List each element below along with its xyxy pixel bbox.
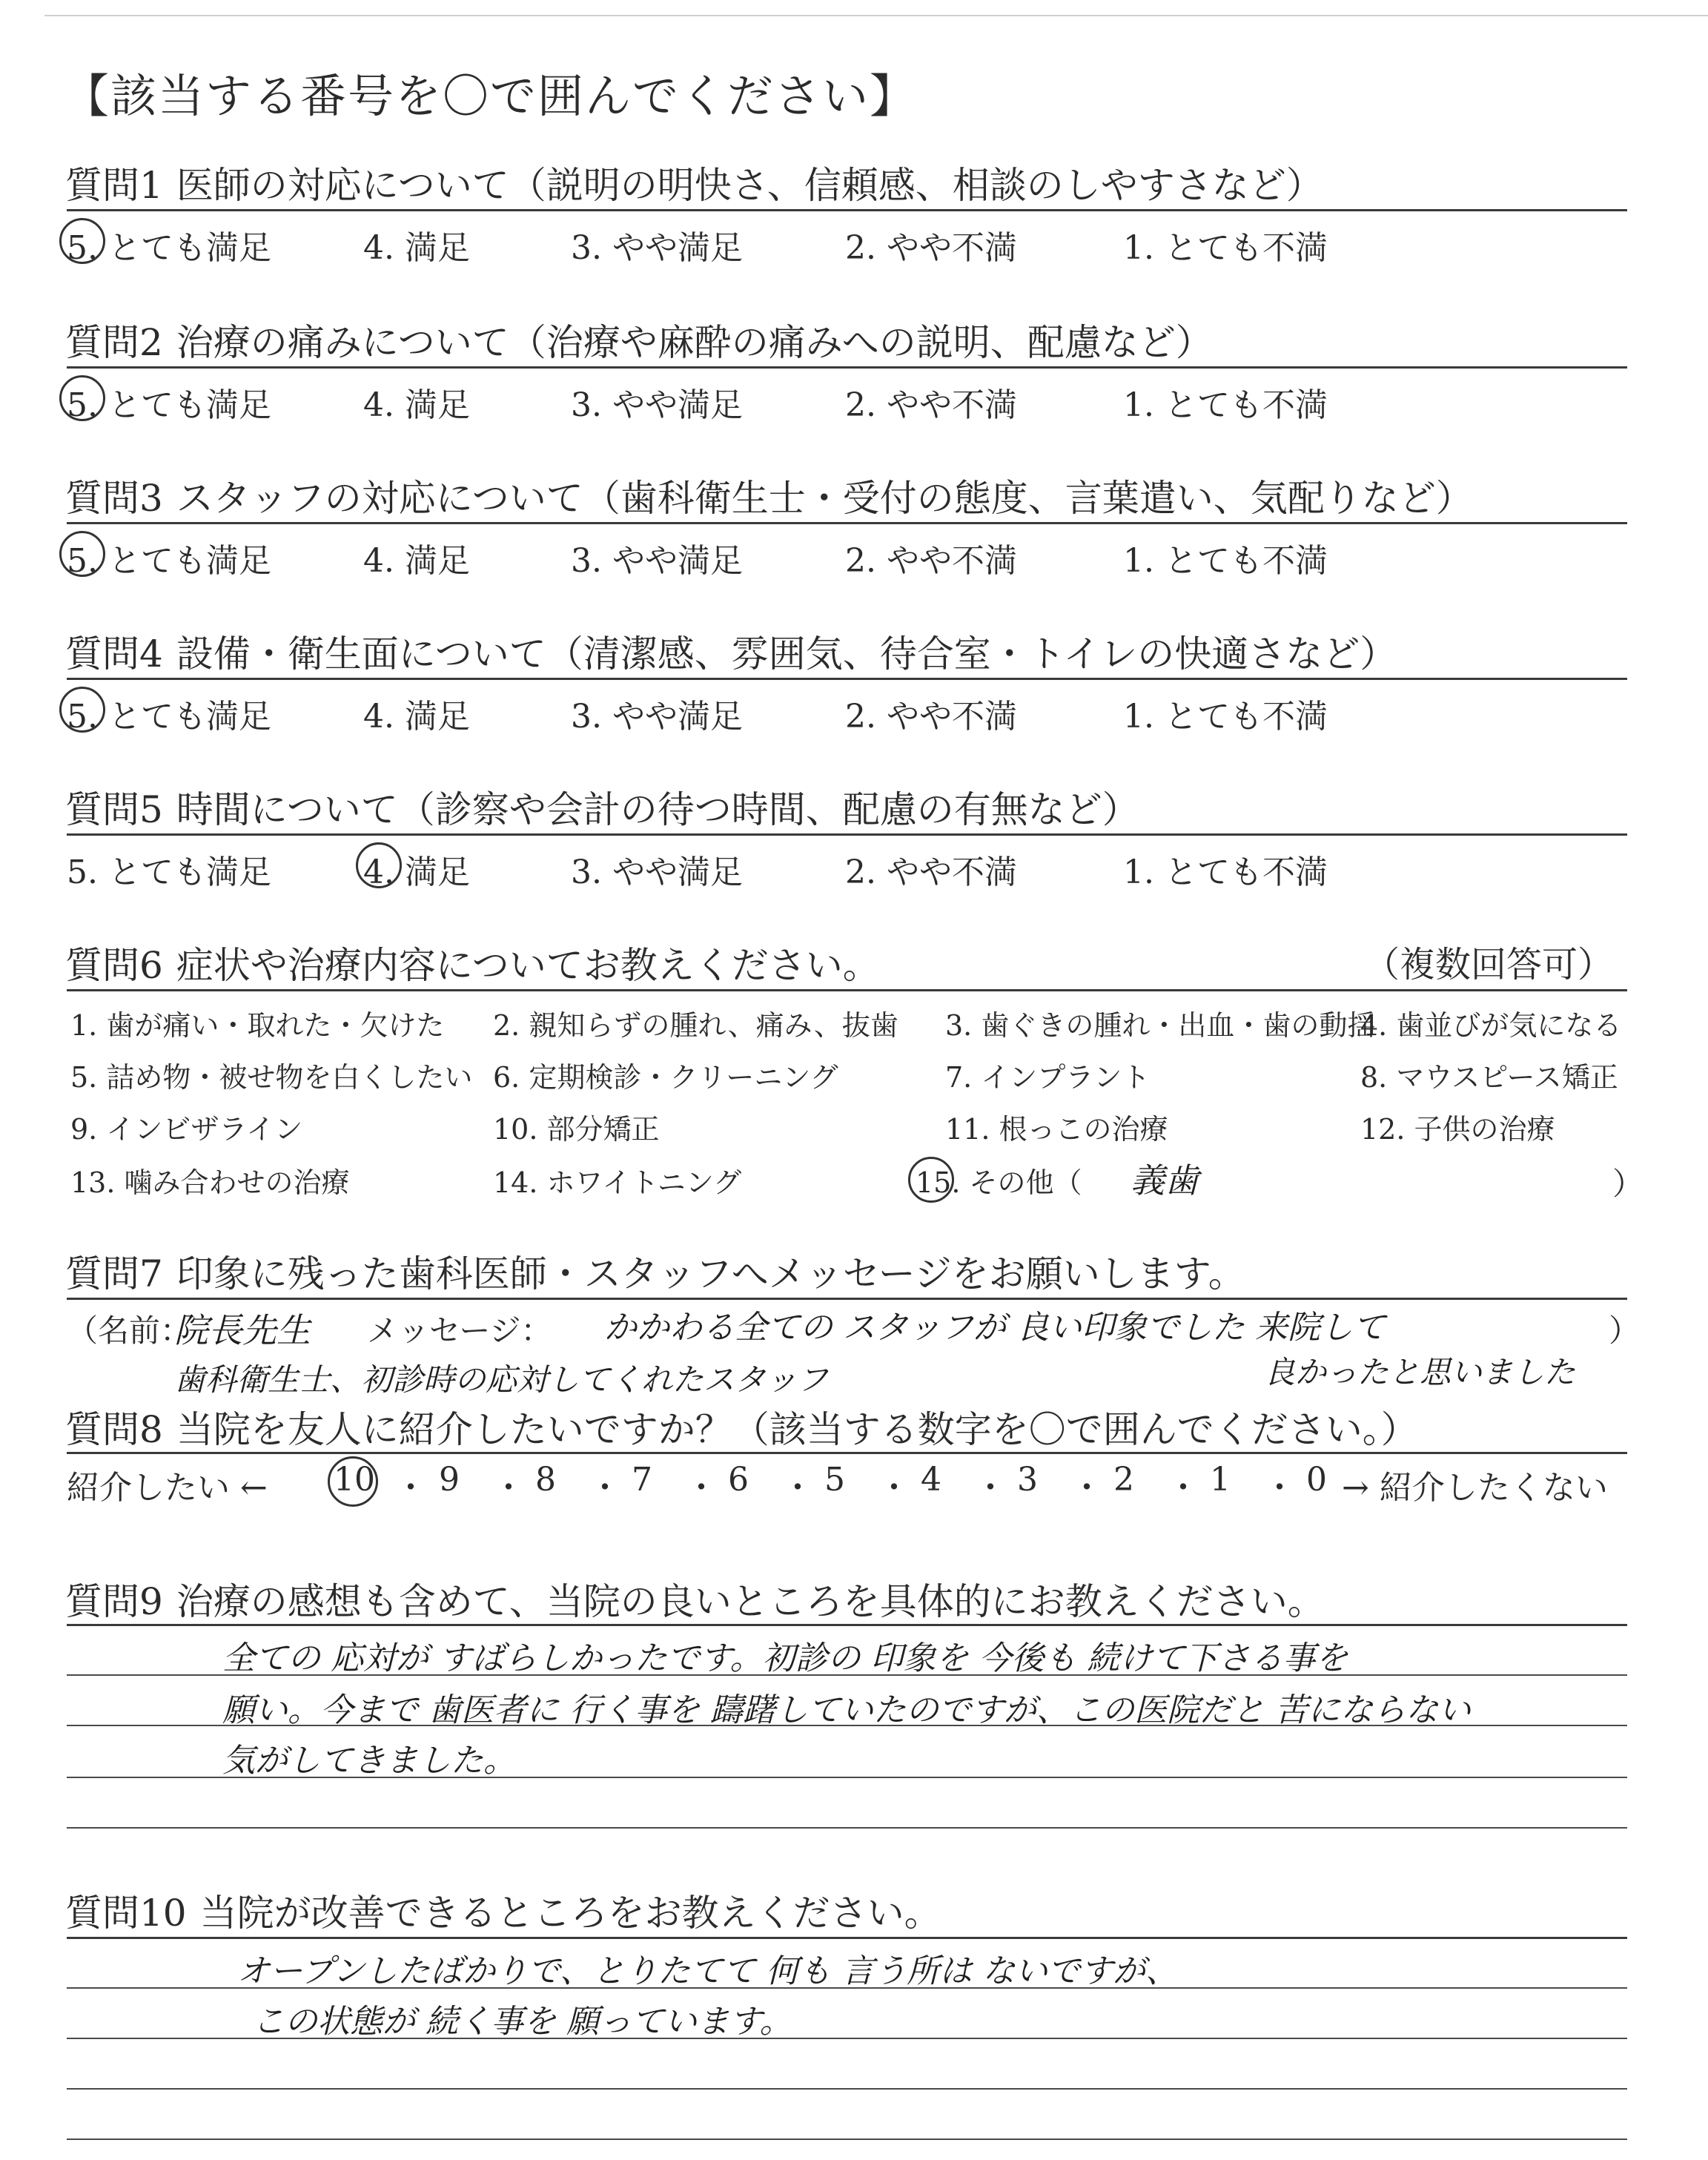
q6-item-13[interactable]: 13. 噛み合わせの治療: [70, 1166, 350, 1199]
q10-answer-rule-4: [67, 2138, 1627, 2140]
q9-answer-line-3: 気がしてきました。: [222, 1742, 516, 1780]
question-8-label: 質問8: [65, 1408, 163, 1451]
q5-option-1[interactable]: 1. とても不満: [1123, 853, 1328, 891]
question-6-rule: [67, 989, 1627, 991]
scale-6[interactable]: 6: [728, 1461, 749, 1499]
q9-answer-line-1: 全ての 応対が すばらしかったです。初診の 印象を 今後も 続けて下さる事を: [222, 1639, 1348, 1677]
q9-answer-rule-4: [67, 1827, 1627, 1829]
question-2-options: [67, 378, 1631, 423]
question-3-text: スタッフの対応について（歯科衛生士・受付の態度、言葉遣い、気配りなど）: [176, 477, 1473, 520]
question-5-options: [67, 845, 1631, 890]
scale-10[interactable]: 10: [334, 1461, 375, 1499]
q2-option-2[interactable]: 2. やや不満: [845, 386, 1017, 424]
question-4-options: [67, 690, 1631, 734]
question-5-text: 時間について（診察や会計の待つ時間、配慮の有無など）: [176, 788, 1139, 831]
q7-name-handwritten-2: 歯科衛生士、初診時の応対してくれたスタッフ: [174, 1361, 829, 1398]
q6-item-5[interactable]: 5. 詰め物・被せ物を白くしたい: [70, 1061, 473, 1094]
scale-separator: ・: [974, 1469, 1007, 1507]
question-7: [65, 1244, 1245, 1298]
q6-item-6[interactable]: 6. 定期検診・クリーニング: [493, 1061, 838, 1094]
q10-answer-line-1: オープンしたばかりで、とりたてて 何も 言う所は ないですが、: [237, 1952, 1179, 1990]
q4-option-2[interactable]: 2. やや不満: [845, 698, 1017, 736]
q6-item-1[interactable]: 1. 歯が痛い・取れた・欠けた: [70, 1009, 445, 1042]
scale-separator: ・: [1263, 1469, 1296, 1507]
scale-separator: ・: [781, 1469, 814, 1507]
q6-item-9[interactable]: 9. インビザライン: [70, 1113, 303, 1146]
q6-item-7[interactable]: 7. インプラント: [945, 1061, 1151, 1094]
question-8-rule: [67, 1452, 1627, 1454]
question-3-rule: [67, 522, 1627, 524]
question-5-rule: [67, 833, 1627, 836]
question-10-rule: [67, 1937, 1627, 1939]
question-4-label: 質問4: [65, 633, 163, 676]
q1-option-1[interactable]: 1. とても不満: [1123, 229, 1328, 267]
q3-option-5-selected[interactable]: 5. とても満足: [67, 534, 271, 581]
q6-item-8[interactable]: 8. マウスピース矯正: [1360, 1061, 1618, 1094]
q4-option-4[interactable]: 4. 満足: [363, 698, 470, 736]
q6-row-1: [70, 1003, 1635, 1043]
question-6: [65, 936, 880, 989]
q6-item-3[interactable]: 3. 歯ぐきの腫れ・出血・歯の動揺: [945, 1009, 1376, 1042]
q4-option-3[interactable]: 3. やや満足: [571, 698, 743, 736]
q10-answer-rule-3: [67, 2088, 1627, 2090]
question-1-text: 医師の対応について（説明の明快さ、信頼感、相談のしやすさなど）: [176, 164, 1323, 207]
q6-item-4[interactable]: 4. 歯並びが気になる: [1360, 1009, 1622, 1042]
scale-separator: ・: [878, 1469, 910, 1507]
q2-option-5-selected[interactable]: 5. とても満足: [67, 378, 271, 426]
question-7-text: 印象に残った歯科医師・スタッフへメッセージをお願いします。: [176, 1252, 1245, 1295]
q6-item-10[interactable]: 10. 部分矯正: [493, 1113, 660, 1146]
question-10-text: 当院が改善できるところをお教えください。: [199, 1892, 941, 1935]
question-9: [65, 1572, 1325, 1625]
question-4-rule: [67, 678, 1627, 680]
q6-other-handwritten: 義歯: [1131, 1160, 1199, 1200]
question-10: [65, 1883, 941, 1937]
q6-item-2[interactable]: 2. 親知らずの腫れ、痛み、抜歯: [493, 1009, 898, 1042]
scale-separator: ・: [394, 1469, 427, 1507]
q1-option-3[interactable]: 3. やや満足: [571, 229, 743, 267]
question-1-rule: [67, 209, 1627, 211]
scale-0[interactable]: 0: [1306, 1461, 1327, 1499]
scale-separator: ・: [492, 1469, 525, 1507]
question-3-options: [67, 534, 1631, 578]
q6-row-4: [70, 1160, 1644, 1202]
question-9-rule: [67, 1624, 1627, 1626]
scale-2[interactable]: 2: [1113, 1461, 1134, 1499]
scale-5[interactable]: 5: [824, 1461, 845, 1499]
q9-answer-line-2: 願い。今まで 歯医者に 行く事を 躊躇していたのですが、この医院だと 苦にならない: [222, 1691, 1471, 1729]
q5-option-3[interactable]: 3. やや満足: [571, 853, 743, 891]
scale-8[interactable]: 8: [535, 1461, 556, 1499]
q5-option-5[interactable]: 5. とても満足: [67, 853, 271, 891]
q9-answer-rule-1: [67, 1674, 1627, 1676]
question-8: [65, 1400, 1418, 1453]
scale-9[interactable]: 9: [439, 1461, 460, 1499]
question-1-label: 質問1: [65, 164, 163, 207]
q9-answer-rule-2: [67, 1725, 1627, 1726]
scale-separator: ・: [1167, 1469, 1199, 1507]
q6-row-3: [70, 1106, 1635, 1147]
q7-name-handwritten-1: 院長先生: [174, 1310, 311, 1350]
question-3-label: 質問3: [65, 477, 163, 520]
question-1: [65, 156, 1323, 209]
q4-option-1[interactable]: 1. とても不満: [1123, 698, 1328, 736]
scale-3[interactable]: 3: [1017, 1461, 1038, 1499]
q7-message-handwritten-1: かかわる全ての スタッフが 良い印象でした 来院して: [604, 1309, 1386, 1347]
q7-message-label: メッセージ：: [367, 1312, 552, 1349]
q3-option-3[interactable]: 3. やや満足: [571, 542, 743, 580]
q3-option-1[interactable]: 1. とても不満: [1123, 542, 1328, 580]
question-4: [65, 624, 1397, 678]
question-4-text: 設備・衛生面について（清潔感、雰囲気、待合室・トイレの快適さなど）: [176, 633, 1397, 676]
scale-left-label: 紹介したい ←: [67, 1469, 268, 1507]
q2-option-1[interactable]: 1. とても不満: [1123, 386, 1328, 424]
question-9-label: 質問9: [65, 1580, 163, 1623]
q5-option-2[interactable]: 2. やや不満: [845, 853, 1017, 891]
q5-option-4-selected[interactable]: 4. 満足: [363, 845, 470, 893]
question-5: [65, 780, 1139, 833]
instruction-header: 【該当する番号を〇で囲んでください】: [63, 69, 918, 123]
scale-4[interactable]: 4: [921, 1461, 941, 1499]
question-6-note: （複数回答可）: [1364, 944, 1614, 985]
question-5-label: 質問5: [65, 788, 163, 831]
scale-right-label: → 紹介したくない: [1342, 1469, 1608, 1507]
question-10-label: 質問10: [65, 1892, 187, 1935]
q9-answer-rule-3: [67, 1777, 1627, 1778]
q4-option-5-selected[interactable]: 5. とても満足: [67, 690, 271, 737]
q3-option-2[interactable]: 2. やや不満: [845, 542, 1017, 580]
question-2-label: 質問2: [65, 321, 163, 364]
q7-message-handwritten-2: 良かったと思いました: [1264, 1354, 1576, 1390]
top-border: [44, 15, 1708, 16]
question-1-options: [67, 221, 1631, 265]
question-3: [65, 469, 1473, 522]
question-6-label: 質問6: [65, 944, 163, 987]
q10-answer-rule-1: [67, 1987, 1627, 1989]
q3-option-4[interactable]: 4. 満足: [363, 542, 470, 580]
scale-separator: ・: [1070, 1469, 1103, 1507]
recommend-scale: [67, 1461, 1631, 1508]
question-2: [65, 313, 1213, 366]
q6-item-15-selected[interactable]: 15. その他（: [916, 1160, 1082, 1200]
scale-separator: ・: [589, 1469, 621, 1507]
q6-item-12[interactable]: 12. 子供の治療: [1360, 1113, 1555, 1146]
scale-separator: ・: [685, 1469, 718, 1507]
q6-item-14[interactable]: 14. ホワイトニング: [493, 1166, 742, 1199]
question-2-rule: [67, 366, 1627, 369]
q7-name-label: （名前：: [67, 1312, 192, 1349]
q1-option-2[interactable]: 2. やや不満: [845, 229, 1017, 267]
scale-1[interactable]: 1: [1210, 1461, 1231, 1499]
q10-answer-line-2: この状態が 続く事を 願っています。: [252, 2003, 792, 2041]
q6-close-paren: ）: [1612, 1166, 1644, 1202]
q1-option-5-selected[interactable]: 5. とても満足: [67, 221, 271, 268]
question-7-rule: [67, 1298, 1627, 1300]
question-2-text: 治療の痛みについて（治療や麻酔の痛みへの説明、配慮など）: [176, 321, 1213, 364]
question-6-text: 症状や治療内容についてお教えください。: [176, 944, 880, 987]
q1-option-4[interactable]: 4. 満足: [363, 229, 470, 267]
question-7-label: 質問7: [65, 1252, 163, 1295]
q6-item-11[interactable]: 11. 根っこの治療: [945, 1113, 1168, 1146]
q7-close-paren: ）: [1609, 1312, 1641, 1349]
question-8-text: 当院を友人に紹介したいですか？（該当する数字を〇で囲んでください。）: [176, 1408, 1418, 1451]
q10-answer-rule-2: [67, 2038, 1627, 2039]
q2-option-4[interactable]: 4. 満足: [363, 386, 470, 424]
scale-7[interactable]: 7: [632, 1461, 652, 1499]
q6-row-2: [70, 1054, 1635, 1095]
q2-option-3[interactable]: 3. やや満足: [571, 386, 743, 424]
question-9-text: 治療の感想も含めて、当院の良いところを具体的にお教えください。: [176, 1580, 1325, 1623]
